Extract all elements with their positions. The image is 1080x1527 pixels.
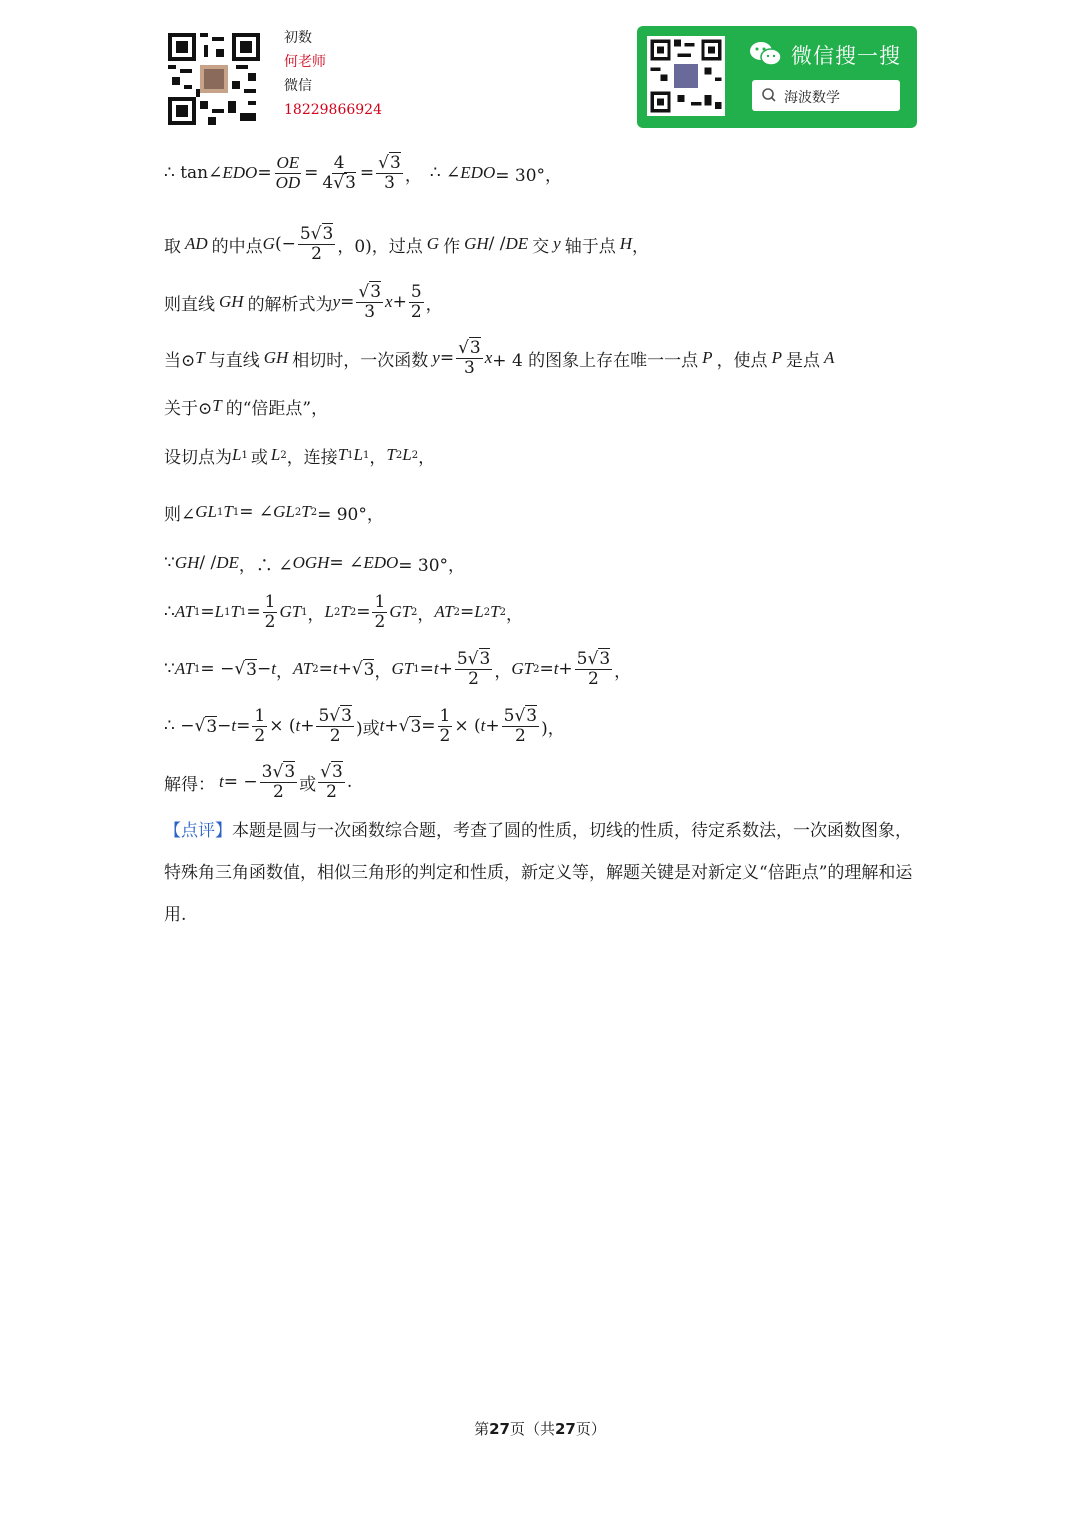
solution-line-1: ∴ tan∠ EDO = $\frac{OE}{OD}$ = $\frac{4}{4√3}$ = $\frac{√3}{3}$ ， ∴ ∠ EDO = 30°， xyxy=(164,152,563,193)
wechat-search-card[interactable] xyxy=(637,26,917,128)
fraction: $\frac{1}{2}$ xyxy=(439,705,451,746)
fraction: $\frac{√3}{3}$ xyxy=(358,281,382,322)
fraction: $\frac{5√3}{2}$ xyxy=(456,648,491,689)
wechat-search-title: 微信搜一搜 xyxy=(791,44,901,68)
contact-line-teacher: 何老师 xyxy=(284,54,326,70)
fraction: $\frac{1}{2}$ xyxy=(374,591,386,632)
solution-line-8: ∵ GH / / DE ，∴ ∠ OGH = ∠ EDO = 30°， xyxy=(164,553,466,576)
search-query: 海波数学 xyxy=(784,90,840,106)
solution-line-2: 取 AD 的中点 G (− $\frac{5√3}{2}$ ，0)，过点 G 作 GH / / DE 交 y 轴于点 H ， xyxy=(164,223,649,264)
fraction: $\frac{√3}{3}$ xyxy=(378,152,401,193)
contact-line-subject: 初数 xyxy=(284,30,312,46)
contact-info xyxy=(284,26,382,122)
solution-line-5: 关于⊙ T 的“倍距点”， xyxy=(164,396,329,419)
review-tag: 【点评】 xyxy=(164,821,232,841)
page-footer: 第27页（共27页） xyxy=(474,1420,606,1438)
solution-line-9: ∴ AT 1 = L 1 T 1 = $\frac{1}{2}$ GT 1 ， L 2 T 2 = $\frac{1}{2}$ GT 2 ， AT 2 = L 2 T 2 ， xyxy=(164,591,523,632)
solution-line-3: 则直线 GH 的解析式为 y = $\frac{√3}{3}$ x + $\frac{5}{2}$ ， xyxy=(164,281,443,322)
fraction: $\frac{5√3}{2}$ xyxy=(576,648,611,689)
fraction: $\frac{OE}{OD}$ xyxy=(275,152,301,192)
contact-phone: 18229866924 xyxy=(284,102,382,118)
fraction: √3 2 xyxy=(320,761,343,802)
contact-line-wechat: 微信 xyxy=(284,78,312,94)
review-note xyxy=(164,810,924,936)
solution-line-10: ∵ AT 1 = − √ 3 − t ， AT 2 = t + √ 3 ， GT 1 = t + $\frac{5√3}{2}$ ， GT 2 = t + $\frac{5√3}{2}$ ， xyxy=(164,648,632,689)
fraction: $\frac{1}{2}$ xyxy=(264,591,276,632)
wechat-logo-icon xyxy=(749,40,783,68)
fraction: $\frac{5√3}{2}$ xyxy=(503,705,538,746)
fraction: $\frac{5√3}{2}$ xyxy=(299,223,334,264)
fraction: $\frac{√3}{3}$ xyxy=(458,337,481,378)
fraction: $\frac{3√3}{2}$ xyxy=(261,761,296,802)
solution-line-4: 当⊙ T 与直线 GH 相切时，一次函数 y = $\frac{√3}{3}$ x + 4 的图象上存在唯一一点 P ，使点 P 是点 A xyxy=(164,337,835,378)
contact-qr-code[interactable] xyxy=(168,33,260,125)
fraction: $\frac{5}{2}$ xyxy=(410,281,422,322)
wechat-search-box[interactable] xyxy=(752,80,900,111)
solution-line-6: 设切点为 L 1 或 L 2 ，连接 T 1 L 1 ， T 2 L 2 ， xyxy=(164,445,436,468)
solution-line-11: ∴ − √ 3 − t = $\frac{1}{2}$ × ( t + $\frac{5√3}{2}$ )或 t + √ 3 = $\frac{1}{2}$ × ( t + $\frac{5√3}{2}$ )， xyxy=(164,705,565,746)
solution-line-12: 解得： t = − $\frac{3√3}{2}$ 或 √3 2 . xyxy=(164,761,353,802)
review-text: 本题是圆与一次函数综合题，考查了圆的性质，切线的性质，待定系数法，一次函数图象，特殊角三角函数值，相似三角形的判定和性质，新定义等，解题关键是对新定义“倍距点”的理解和运用. xyxy=(164,821,913,925)
fraction: $\frac{5√3}{2}$ xyxy=(318,705,352,746)
fraction: $\frac{4}{4√3}$ xyxy=(322,152,356,193)
wechat-qr-code[interactable] xyxy=(647,36,725,116)
search-icon xyxy=(761,87,777,103)
solution-line-7: 则∠ GL 1 T 1 = ∠ GL 2 T 2 = 90°， xyxy=(164,502,384,525)
fraction: $\frac{1}{2}$ xyxy=(254,705,266,746)
